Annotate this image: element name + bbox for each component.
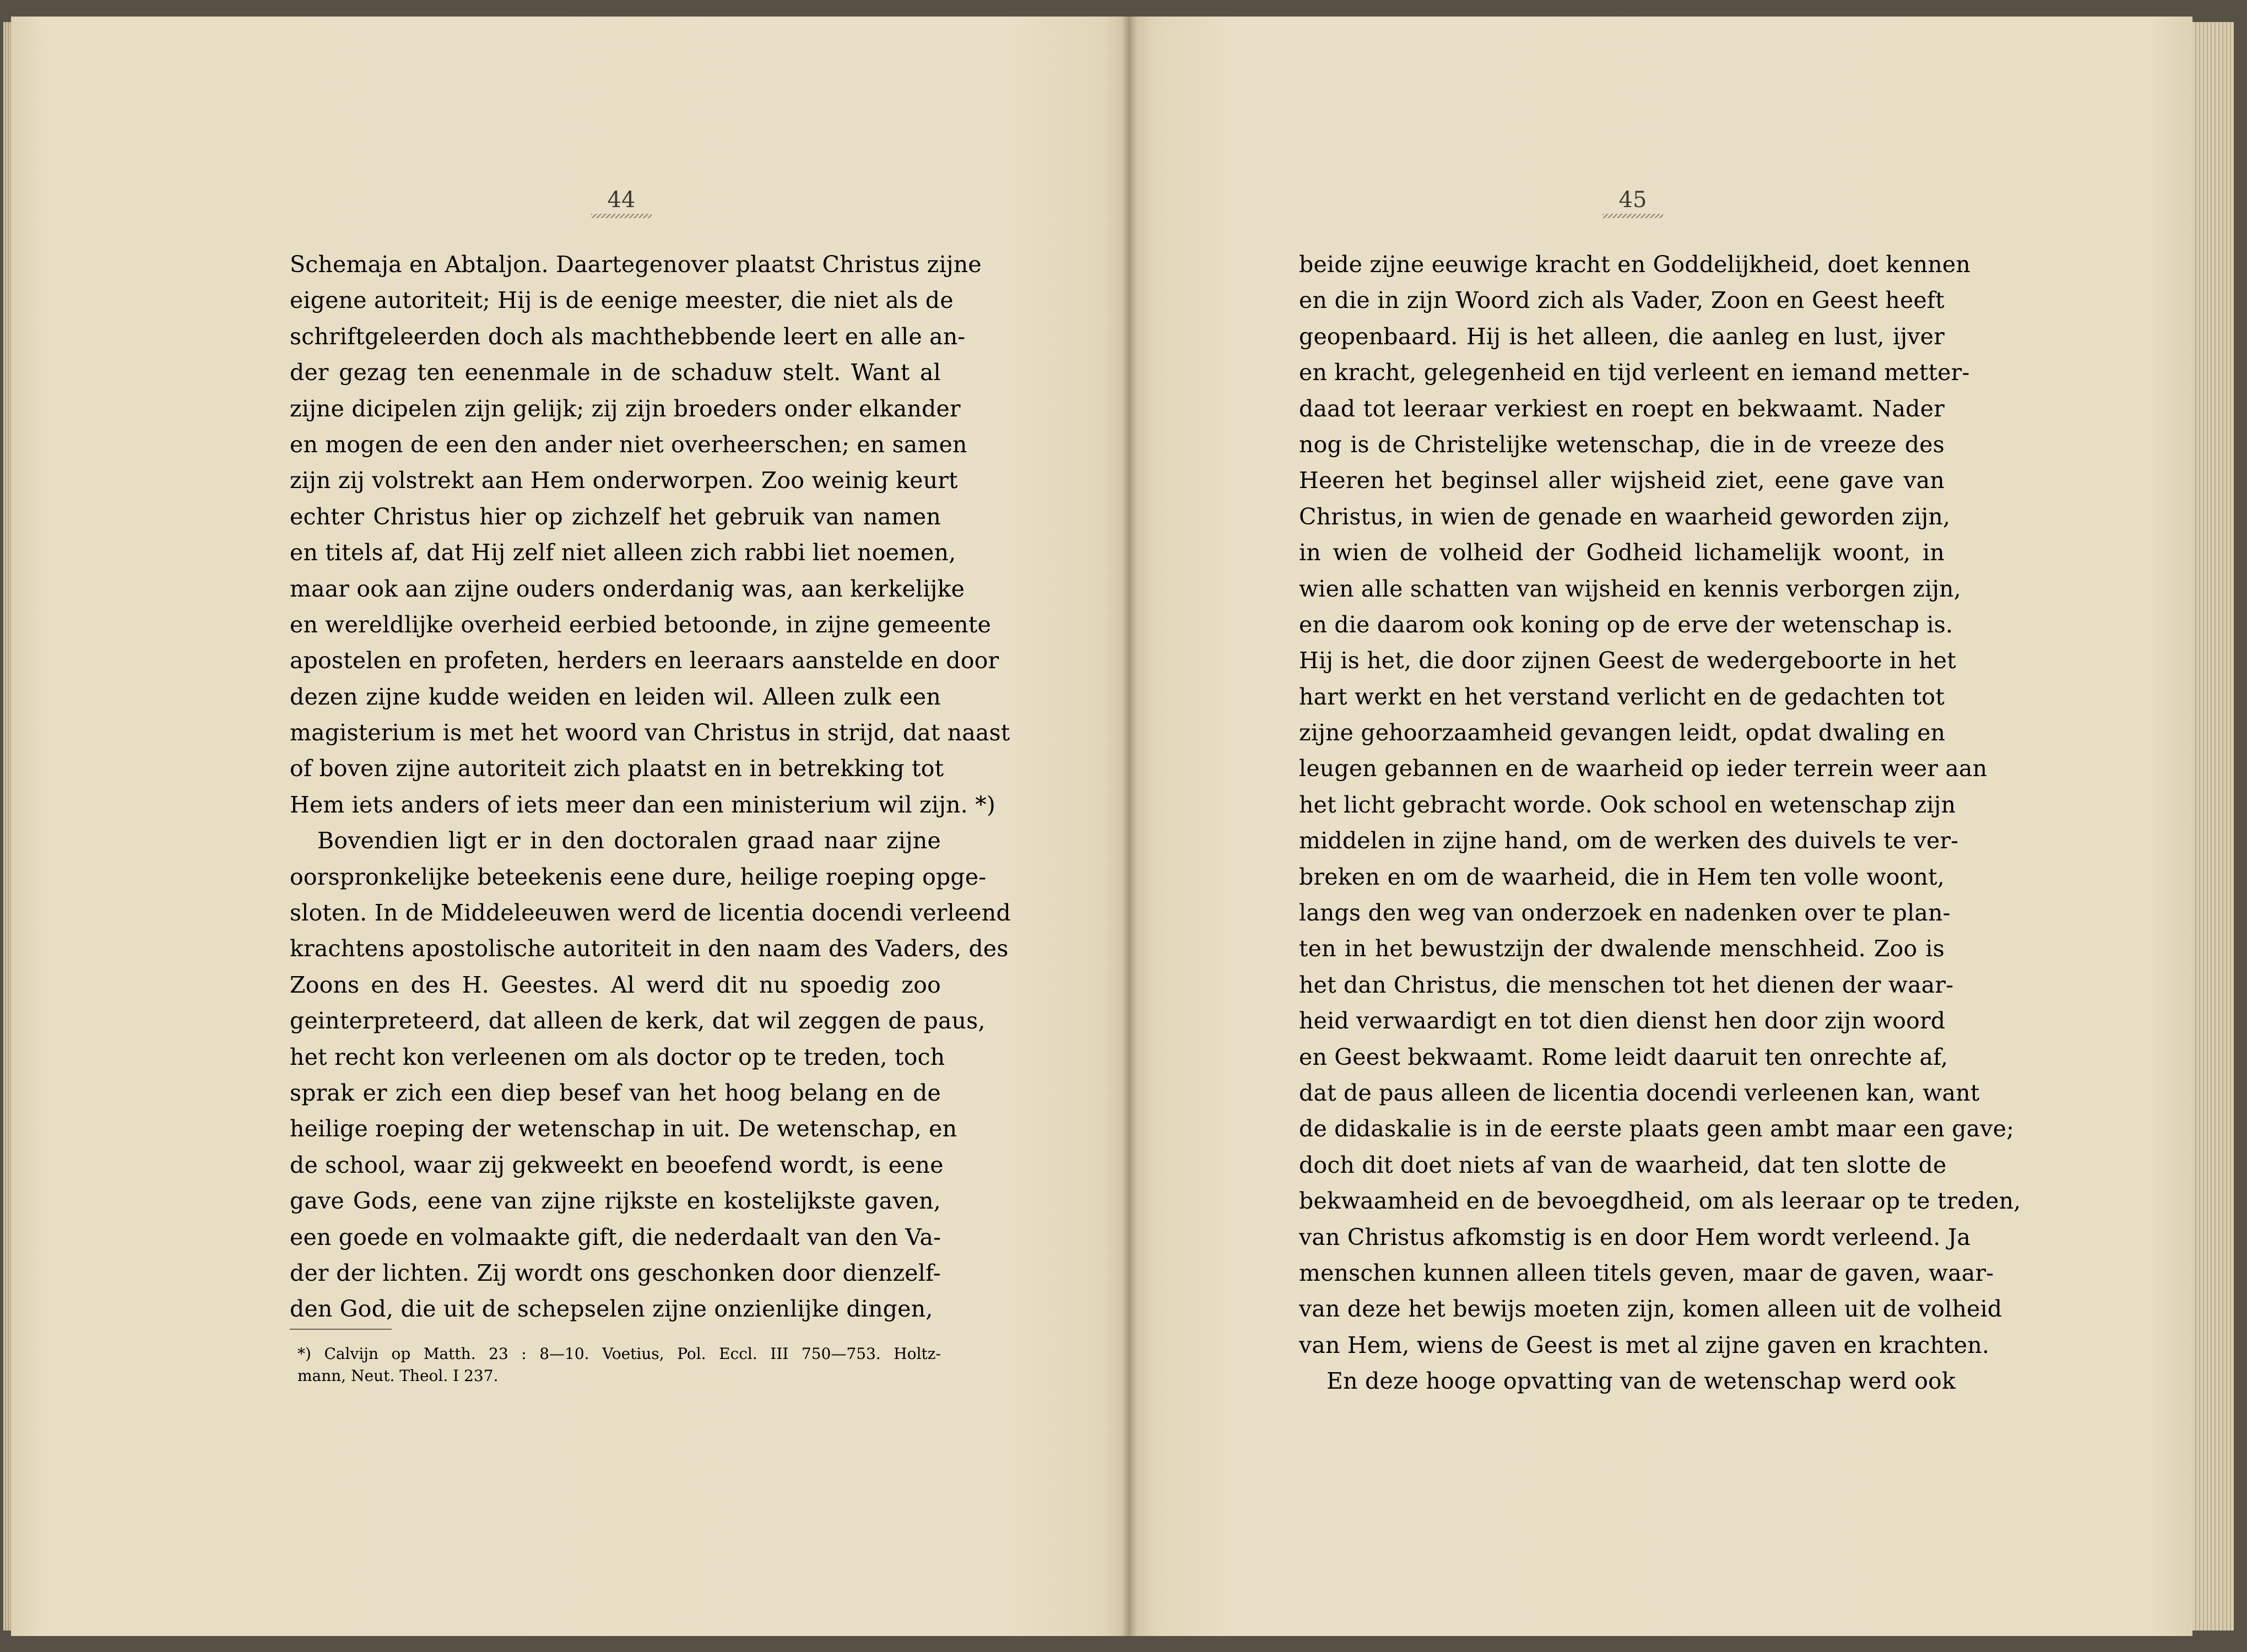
text-line: schriftgeleerden doch als machthebbende leert en alle an- bbox=[290, 323, 966, 350]
text-line: en mogen de een den ander niet overheerschen; en samen bbox=[290, 431, 967, 458]
text-line: breken en om de waarheid, die in Hem ten volle woont, bbox=[1299, 863, 1945, 890]
text-line: menschen kunnen alleen titels geven, maar de gaven, waar- bbox=[1299, 1259, 1994, 1286]
text-line: geopenbaard. Hij is het alleen, die aanleg en lust, ijver bbox=[1299, 323, 1945, 350]
text-line: der gezag ten eenenmale in de schaduw stelt. Want al bbox=[290, 359, 941, 386]
text-line: geinterpreteerd, dat alleen de kerk, dat wil zeggen de paus, bbox=[290, 1008, 986, 1034]
text-line: en die in zijn Woord zich als Vader, Zoon en Geest heeft bbox=[1299, 287, 1945, 314]
footnote-line: mann, Neut. Theol. I 237. bbox=[297, 1367, 499, 1385]
page-number-ornament bbox=[591, 214, 652, 218]
text-line: de school, waar zij gekweekt en beoefend wordt, is eene bbox=[290, 1151, 944, 1178]
text-line: hart werkt en het verstand verlicht en de gedachten tot bbox=[1299, 683, 1945, 710]
right-page-number bbox=[1578, 187, 1688, 218]
text-line: een goede en volmaakte gift, die nederdaalt van den Va- bbox=[290, 1223, 941, 1250]
text-line: beide zijne eeuwige kracht en Goddelijkheid, doet kennen bbox=[1299, 251, 1970, 278]
footnote-divider bbox=[290, 1329, 392, 1330]
text-line: magisterium is met het woord van Christus in strijd, dat naast bbox=[290, 719, 1010, 746]
text-line: het licht gebracht worde. Ook school en wetenschap zijn bbox=[1299, 791, 1956, 818]
text-line: der der lichten. Zij wordt ons geschonken door dienzelf- bbox=[290, 1259, 941, 1286]
text-line: oorspronkelijke beteekenis eene dure, heilige roeping opge- bbox=[290, 863, 987, 890]
text-line: sprak er zich een diep besef van het hoog belang en de bbox=[290, 1079, 941, 1106]
text-line: van deze het bewijs moeten zijn, komen alleen uit de volheid bbox=[1299, 1296, 2002, 1323]
text-line: nog is de Christelijke wetenschap, die in de vreeze des bbox=[1299, 431, 1945, 458]
text-line: Heeren het beginsel aller wijsheid ziet, eene gave van bbox=[1299, 467, 1945, 494]
book-gutter bbox=[1122, 17, 1137, 1636]
text-line: en kracht, gelegenheid en tijd verleent en iemand metter- bbox=[1299, 359, 1970, 386]
text-line: zijne dicipelen zijn gelijk; zij zijn broeders onder elkander bbox=[290, 395, 961, 422]
left-page-number bbox=[566, 187, 676, 218]
text-line: den God, die uit de schepselen zijne onzienlijke dingen, bbox=[290, 1296, 933, 1323]
text-line: heid verwaardigt en tot dien dienst hen door zijn woord bbox=[1299, 1008, 1946, 1034]
text-line: en wereldlijke overheid eerbied betoonde, in zijne gemeente bbox=[290, 611, 992, 638]
text-line: Hij is het, die door zijnen Geest de wedergeboorte in het bbox=[1299, 647, 1956, 674]
text-line: langs den weg van onderzoek en nadenken over te plan- bbox=[1299, 900, 1951, 927]
text-line: zijn zij volstrekt aan Hem onderworpen. Zoo weinig keurt bbox=[290, 467, 958, 494]
text-line: zijne gehoorzaamheid gevangen leidt, opdat dwaling en bbox=[1299, 719, 1946, 746]
text-line: van Hem, wiens de Geest is met al zijne gaven en krachten. bbox=[1299, 1331, 1990, 1358]
text-line: dat de paus alleen de licentia docendi verleenen kan, want bbox=[1299, 1079, 1980, 1106]
text-line: leugen gebannen en de waarheid op ieder terrein weer aan bbox=[1299, 755, 1988, 782]
text-line: daad tot leeraar verkiest en roept en bekwaamt. Nader bbox=[1299, 395, 1945, 422]
text-line: het recht kon verleenen om als doctor op te treden, toch bbox=[290, 1043, 945, 1070]
text-line: Zoons en des H. Geestes. Al werd dit nu spoedig zoo bbox=[290, 971, 941, 998]
left-page-body bbox=[290, 247, 1011, 1328]
text-line: En deze hooge opvatting van de wetenschap werd ook bbox=[1326, 1368, 1956, 1395]
text-line: apostelen en profeten, herders en leeraars aanstelde en door bbox=[290, 647, 999, 674]
text-line: of boven zijne autoriteit zich plaatst en in betrekking tot bbox=[290, 755, 944, 782]
text-line: en titels af, dat Hij zelf niet alleen zich rabbi liet noemen, bbox=[290, 539, 956, 566]
text-line: maar ook aan zijne ouders onderdanig was, aan kerkelijke bbox=[290, 575, 965, 602]
page-number-text: 45 bbox=[1618, 187, 1647, 213]
right-page-edges bbox=[2192, 22, 2234, 1631]
text-line: krachtens apostolische autoriteit in den naam des Vaders, des bbox=[290, 935, 1009, 962]
text-line: en die daarom ook koning op de erve der wetenschap is. bbox=[1299, 611, 1953, 638]
text-line: wien alle schatten van wijsheid en kennis verborgen zijn, bbox=[1299, 575, 1962, 602]
text-line: bekwaamheid en de bevoegdheid, om als leeraar op te treden, bbox=[1299, 1188, 2021, 1215]
text-line: Christus, in wien de genade en waarheid geworden zijn, bbox=[1299, 503, 1951, 530]
page-number-text: 44 bbox=[607, 187, 636, 213]
footnote-line: *) Calvijn op Matth. 23 : 8—10. Voetius, Pol. Eccl. III 750—753. Holtz- bbox=[297, 1345, 941, 1363]
text-line: doch dit doet niets af van de waarheid, dat ten slotte de bbox=[1299, 1151, 1947, 1178]
text-line: heilige roeping der wetenschap in uit. De wetenschap, en bbox=[290, 1115, 957, 1142]
text-line: sloten. In de Middeleeuwen werd de licentia docendi verleend bbox=[290, 900, 1011, 927]
text-line: en Geest bekwaamt. Rome leidt daaruit ten onrechte af, bbox=[1299, 1043, 1948, 1070]
page-number-ornament bbox=[1602, 214, 1663, 218]
text-line: Bovendien ligt er in den doctoralen graad naar zijne bbox=[317, 827, 941, 854]
text-line: ten in het bewustzijn der dwalende menschheid. Zoo is bbox=[1299, 935, 1945, 962]
text-line: middelen in zijne hand, om de werken des duivels te ver- bbox=[1299, 827, 1959, 854]
text-line: Hem iets anders of iets meer dan een ministerium wil zijn. *) bbox=[290, 791, 996, 818]
text-line: de didaskalie is in de eerste plaats geen ambt maar een gave; bbox=[1299, 1115, 2015, 1142]
right-page-body bbox=[1299, 247, 2021, 1400]
text-line: het dan Christus, die menschen tot het dienen der waar- bbox=[1299, 971, 1954, 998]
text-line: in wien de volheid der Godheid lichamelijk woont, in bbox=[1299, 539, 1945, 566]
text-line: Schemaja en Abtaljon. Daartegenover plaatst Christus zijne bbox=[290, 251, 982, 278]
text-line: eigene autoriteit; Hij is de eenige meester, die niet als de bbox=[290, 287, 954, 314]
text-line: gave Gods, eene van zijne rijkste en kostelijkste gaven, bbox=[290, 1188, 941, 1215]
text-line: van Christus afkomstig is en door Hem wordt verleend. Ja bbox=[1299, 1223, 1971, 1250]
left-page-footnote bbox=[297, 1343, 941, 1387]
text-line: dezen zijne kudde weiden en leiden wil. Alleen zulk een bbox=[290, 683, 941, 710]
text-line: echter Christus hier op zichzelf het gebruik van namen bbox=[290, 503, 941, 530]
